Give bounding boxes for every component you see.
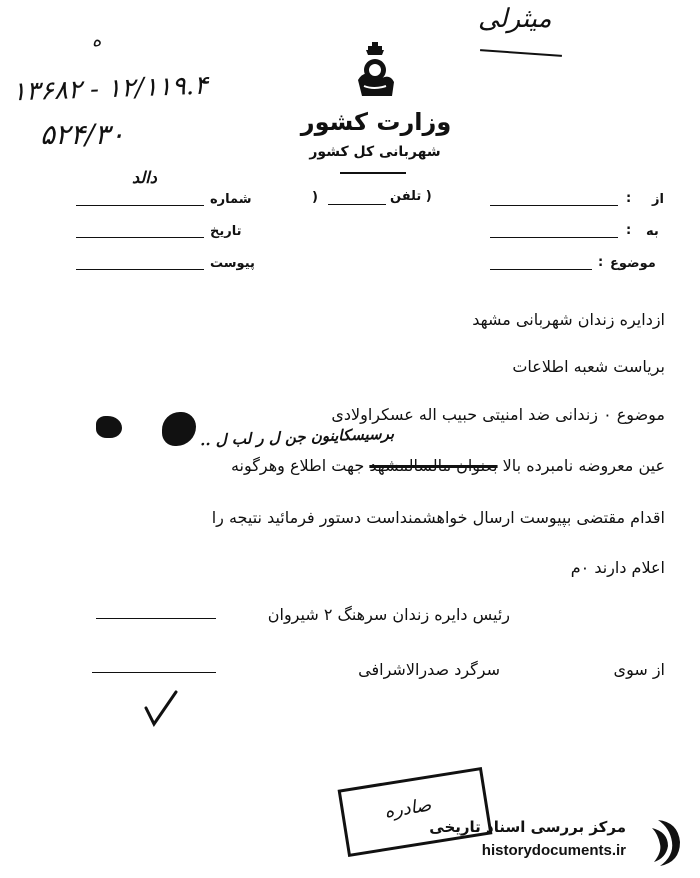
watermark-site: historydocuments.ir (481, 842, 626, 859)
chief-signature-rule (96, 618, 216, 619)
body-from-line: ازدایره زندان شهربانی مشهد (472, 310, 665, 329)
to-field-colon: : (626, 223, 632, 238)
deputy-signature-rule (92, 672, 216, 673)
watermark-logo-icon (634, 816, 684, 874)
number-line (76, 205, 204, 206)
body-subject-line: موضوع ۰ زندانی ضد امنیتی حبیب اله عسکراولادی (331, 405, 665, 424)
corner-underline (480, 49, 562, 57)
date-label: تاریخ (210, 224, 242, 239)
ink-blot-left (96, 416, 122, 438)
body-line-4 (231, 456, 665, 475)
body-line-4-start: عین معروضه نامبرده بالا (502, 456, 665, 475)
to-field-line (490, 237, 618, 238)
from-field-label: از (652, 192, 664, 207)
check-mark-icon (140, 690, 180, 732)
number-label: شماره (210, 192, 252, 207)
to-field-label: به (646, 224, 659, 239)
archive-scribble: دالد (132, 168, 157, 187)
phone-label: ( تلفن (390, 189, 432, 204)
phone-line (328, 204, 386, 205)
body-line-4-struck: بعنوان مالسالمشهد (369, 456, 498, 475)
chief-signature-line: رئیس دایره زندان سرهنگ ۲ شیروان (267, 605, 510, 624)
attachment-label: پیوست (210, 256, 255, 271)
body-to-line: بریاست شعبه اطلاعات (512, 357, 665, 376)
archive-number-line2: ۵۲۴/۳۰ (40, 118, 125, 151)
phone-close-paren: ) (312, 190, 318, 205)
department-underline (340, 172, 406, 174)
lion-and-sun-emblem-icon (352, 40, 398, 102)
handwritten-insert: برسیسکاینون جن ل ر لب ل .. (199, 424, 395, 450)
body-line-5: اقدام مقتضی بپیوست ارسال خواهشمنداست دستور فرمائید نتیجه را (211, 508, 665, 527)
department-title: شهربانی کل کشور (309, 144, 441, 160)
subject-field-line (490, 269, 592, 270)
from-field-line (490, 205, 618, 206)
received-stamp-text: صادره (383, 794, 433, 823)
ministry-title: وزارت کشور (300, 108, 452, 136)
on-behalf-label: از سوی (613, 660, 665, 679)
attachment-line (76, 269, 204, 270)
archive-number-line1: ۱۲/۱۱۹.۴ - ۱۳۶۸۲ (11, 70, 209, 108)
subject-field-colon: : (598, 255, 604, 270)
body-line-6: اعلام دارند ۰م (570, 558, 665, 577)
subject-field-label: موضوع (610, 256, 656, 271)
date-line (76, 237, 204, 238)
watermark-org-name: مرکز بررسی اسناد تاریخی (429, 818, 626, 836)
archive-number-line3: ه (92, 30, 102, 51)
body-line-4-end: جهت اطلاع وهرگونه (230, 456, 365, 475)
deputy-signature-line: سرگرد صدرالاشرافی (358, 660, 500, 679)
ink-blot-right (162, 412, 196, 446)
from-field-colon: : (626, 191, 632, 206)
corner-handwritten-note: میثرلی (478, 4, 552, 34)
